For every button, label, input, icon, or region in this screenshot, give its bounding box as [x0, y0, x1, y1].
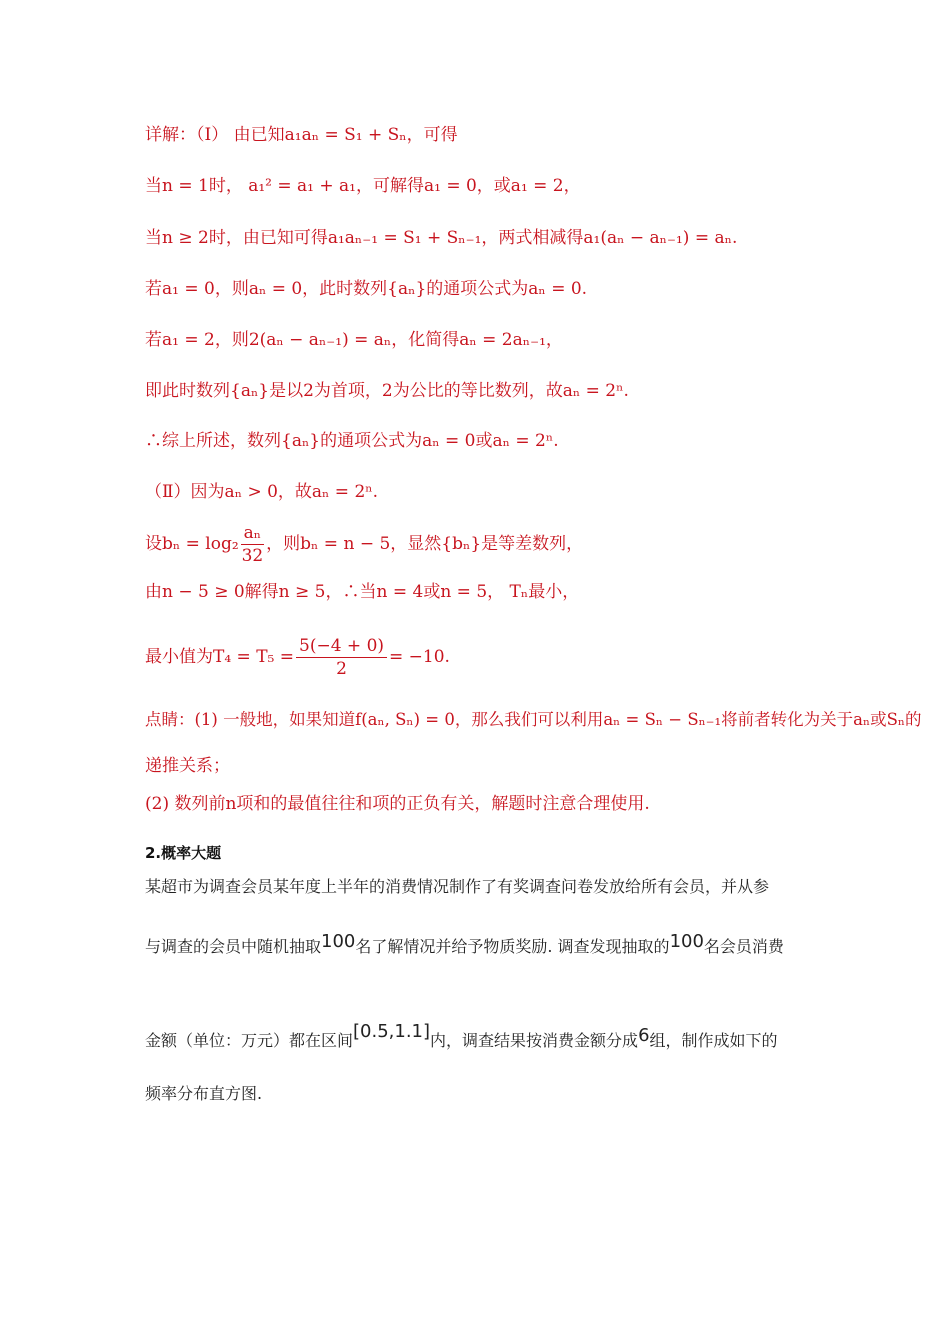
fraction-an-over-32 [241, 522, 265, 567]
section-heading: 2.概率大题 [145, 844, 222, 862]
remark-line-2: 递推关系； [145, 756, 230, 776]
problem-paragraph-line-1: 某超市为调查会员某年度上半年的消费情况制作了有奖调查问卷发放给所有会员，并从参 [145, 877, 770, 896]
solution-line-5: 若a₁ = 2，则2(aₙ − aₙ₋₁) = aₙ，化简得aₙ = 2aₙ₋₁， [145, 330, 563, 350]
text-run: 名了解情况并给予物质奖励. 调查发现抽取的 [355, 937, 670, 956]
line-11-suffix: = −10. [389, 647, 450, 667]
fraction-denominator: 32 [241, 546, 264, 566]
problem-paragraph-line-3 [145, 1021, 778, 1052]
solution-line-1: 详解：（Ⅰ） 由已知a₁aₙ = S₁ + Sₙ，可得 [145, 125, 458, 145]
line-9-suffix: ，则bₙ = n − 5，显然{bₙ}是等差数列， [266, 534, 584, 554]
solution-line-6: 即此时数列{aₙ}是以2为首项，2为公比的等比数列，故aₙ = 2ⁿ. [145, 381, 629, 401]
text-run: 与调查的会员中随机抽取 [145, 937, 322, 956]
text-run: 金额（单位：万元）都在区间 [145, 1031, 354, 1050]
fraction-denominator: 2 [336, 659, 347, 679]
solution-line-3: 当n ≥ 2时，由已知可得a₁aₙ₋₁ = S₁ + Sₙ₋₁，两式相减得a₁(aₙ − aₙ₋₁) = aₙ. [145, 228, 738, 248]
number-100-a: 100 [321, 931, 356, 952]
problem-paragraph-line-4: 频率分布直方图. [145, 1084, 263, 1103]
line-9-prefix: 设bₙ = log₂ [145, 534, 239, 554]
number-100-b: 100 [669, 931, 704, 952]
problem-paragraph-line-2 [145, 931, 784, 958]
remark-line-1: 点睛：(1) 一般地，如果知道f(aₙ, Sₙ) = 0，那么我们可以利用aₙ = Sₙ − Sₙ₋₁将前者转化为关于aₙ或Sₙ的 [145, 710, 922, 729]
remark-line-3: (2) 数列前n项和的最值往往和项的正负有关，解题时注意合理使用. [145, 794, 650, 814]
number-6: 6 [638, 1025, 650, 1046]
solution-line-4: 若a₁ = 0，则aₙ = 0，此时数列{aₙ}的通项公式为aₙ = 0. [145, 279, 588, 299]
fraction-numerator: 5(−4 + 0) [296, 635, 387, 658]
solution-line-11 [145, 635, 450, 680]
solution-line-9 [145, 522, 583, 567]
solution-line-8: （Ⅱ）因为aₙ > 0，故aₙ = 2ⁿ. [145, 482, 379, 502]
line-11-prefix: 最小值为T₄ = T₅ = [145, 647, 295, 667]
text-run: 内，调查结果按消费金额分成 [430, 1031, 639, 1050]
fraction-numerator: aₙ [241, 522, 265, 545]
text-run: 组，制作成如下的 [649, 1031, 778, 1050]
solution-line-7: ∴综上所述，数列{aₙ}的通项公式为aₙ = 0或aₙ = 2ⁿ. [145, 431, 559, 451]
solution-line-2: 当n = 1时， a₁² = a₁ + a₁，可解得a₁ = 0，或a₁ = 2， [145, 176, 581, 196]
text-run: 名会员消费 [703, 937, 784, 956]
fraction-min-value [296, 635, 387, 680]
solution-line-10: 由n − 5 ≥ 0解得n ≥ 5，∴当n = 4或n = 5， Tₙ最小， [145, 582, 580, 602]
interval-expression: [0.5,1.1] [353, 1021, 431, 1042]
